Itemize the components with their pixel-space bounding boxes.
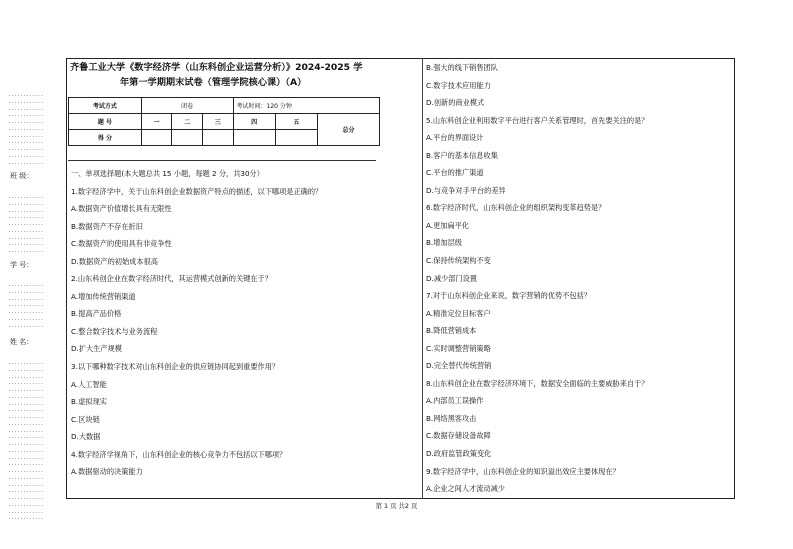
- question-line: 5.山东科创企业利用数字平台进行客户关系管理时，首先要关注的是？: [426, 115, 649, 125]
- binding-dots-mid1: ············ ············ ············ ············ ············ ············ ············ ············ ············: [8, 196, 44, 255]
- col-5: 五: [275, 114, 317, 130]
- binding-margin: [8, 94, 56, 530]
- option-line: A.数据资产价值增长具有无限性: [71, 204, 172, 214]
- right-column: [426, 59, 731, 498]
- option-line: B.客户的基本信息收集: [426, 150, 498, 160]
- option-line: D.大数据: [71, 432, 101, 442]
- option-line: D.减少部门设置: [426, 273, 477, 283]
- option-line: C.整合数字技术与业务流程: [71, 326, 158, 336]
- option-line: D.数据资产的初始成本很高: [71, 256, 158, 266]
- total-label: 总分: [318, 114, 380, 146]
- exam-mode-value: 闭卷: [141, 98, 233, 114]
- question-line: 9.数字经济学中，山东科创企业的知识溢出效应主要体现在？: [426, 466, 620, 476]
- option-line: C.数据资产的使用具有非竞争性: [71, 239, 172, 249]
- section-heading: 一、单项选择题(本大题总共 15 小题，每题 2 分，共30分）: [71, 169, 264, 178]
- question-line: 2.山东科创企业在数字经济时代，其运营模式创新的关键在于？: [71, 274, 272, 284]
- binding-dots-top: ············ ············ ············ ············ ············ ············ ············ ············ ············ ············ ············: [8, 94, 44, 166]
- question-line: 6.数字经济时代，山东科创企业的组织架构变革趋势是？: [426, 203, 606, 213]
- exam-time: 考试时间：120 分钟: [233, 98, 379, 114]
- option-line: C.数字技术应用能力: [426, 80, 491, 90]
- col-3: 三: [202, 114, 233, 130]
- question-line: 4.数字经济学视角下，山东科创企业的核心竞争力不包括以下哪项？: [71, 449, 287, 459]
- option-line: C.数据存储设备故障: [426, 431, 491, 441]
- option-line: D.创新的商业模式: [426, 98, 485, 108]
- option-line: A.平台的界面设计: [426, 133, 484, 143]
- exam-title-line2: 年第一学期期末试卷（管理学院核心课）（A）: [120, 77, 307, 88]
- page-footer: 第 1 页 共2 页: [375, 502, 418, 510]
- question-line: 7.对于山东科创企业来说，数字营销的优势不包括？: [426, 291, 591, 301]
- option-line: A.人工智能: [71, 379, 107, 389]
- option-line: B.降低营销成本: [426, 326, 477, 336]
- option-line: D.与竞争对手平台的差异: [426, 185, 506, 195]
- option-line: A.增加传统营销渠道: [71, 291, 136, 301]
- option-line: A.内部员工误操作: [426, 396, 484, 406]
- score-label: 得 分: [69, 130, 142, 146]
- column-divider: [422, 58, 423, 499]
- score-cell-4[interactable]: [233, 130, 275, 146]
- binding-dots-mid2: ············ ············ ············ ············ ············ ············ ············: [8, 284, 44, 330]
- question-no-label: 题 号: [69, 114, 142, 130]
- score-cell-1[interactable]: [141, 130, 172, 146]
- option-line: A.更加扁平化: [426, 220, 470, 230]
- score-cell-5[interactable]: [275, 130, 317, 146]
- option-line: C.区块链: [71, 414, 100, 424]
- option-line: C.实时调整营销策略: [426, 343, 491, 353]
- option-line: A.企业之间人才流动减少: [426, 484, 505, 494]
- name-label: 姓 名：: [10, 338, 34, 346]
- option-line: A.精准定位目标客户: [426, 308, 491, 318]
- option-line: C.保持传统架构不变: [426, 256, 491, 266]
- option-line: C.平台的推广渠道: [426, 168, 484, 178]
- left-column: [71, 165, 416, 481]
- col-1: 一: [141, 114, 172, 130]
- option-line: D.扩大生产规模: [71, 344, 122, 354]
- col-4: 四: [233, 114, 275, 130]
- option-line: B.强大的线下销售团队: [426, 63, 498, 72]
- section-rule: [68, 160, 376, 161]
- binding-dots-bottom: ············ ············ ············ ············ ············ ············ ············ ············ ············ ············ ············ ············ ············ ············ ············ ············ ············ ············ ············ ············ ············ ············ ············ ············: [8, 362, 44, 523]
- option-line: A.数据驱动的决策能力: [71, 467, 143, 477]
- option-line: B.网络黑客攻击: [426, 413, 477, 423]
- score-table: [68, 97, 380, 146]
- class-label: 班 级：: [10, 172, 34, 180]
- exam-title-line1: 齐鲁工业大学《数字经济学（山东科创企业运营分析）》2024-2025 学: [70, 62, 363, 73]
- score-cell-2[interactable]: [172, 130, 203, 146]
- question-line: 8.山东科创企业在数字经济环境下，数据安全面临的主要威胁来自于？: [426, 378, 649, 388]
- option-line: D.政府监管政策变化: [426, 449, 492, 459]
- question-line: 1.数字经济学中，关于山东科创企业数据资产特点的描述，以下哪项是正确的？: [71, 186, 323, 196]
- option-line: B.虚拟现实: [71, 397, 107, 407]
- col-2: 二: [172, 114, 203, 130]
- option-line: B.提高产品价格: [71, 309, 122, 319]
- option-line: D.完全替代传统营销: [426, 361, 492, 371]
- option-line: B.增加层级: [426, 238, 462, 248]
- score-cell-3[interactable]: [202, 130, 233, 146]
- student-id-label: 学 号：: [10, 261, 34, 269]
- exam-mode-label: 考试方式: [69, 98, 142, 114]
- question-line: 3.以下哪种数字技术对山东科创企业的供应链协同起到重要作用？: [71, 362, 280, 372]
- exam-title: [70, 60, 420, 90]
- option-line: B.数据资产不存在折旧: [71, 221, 143, 231]
